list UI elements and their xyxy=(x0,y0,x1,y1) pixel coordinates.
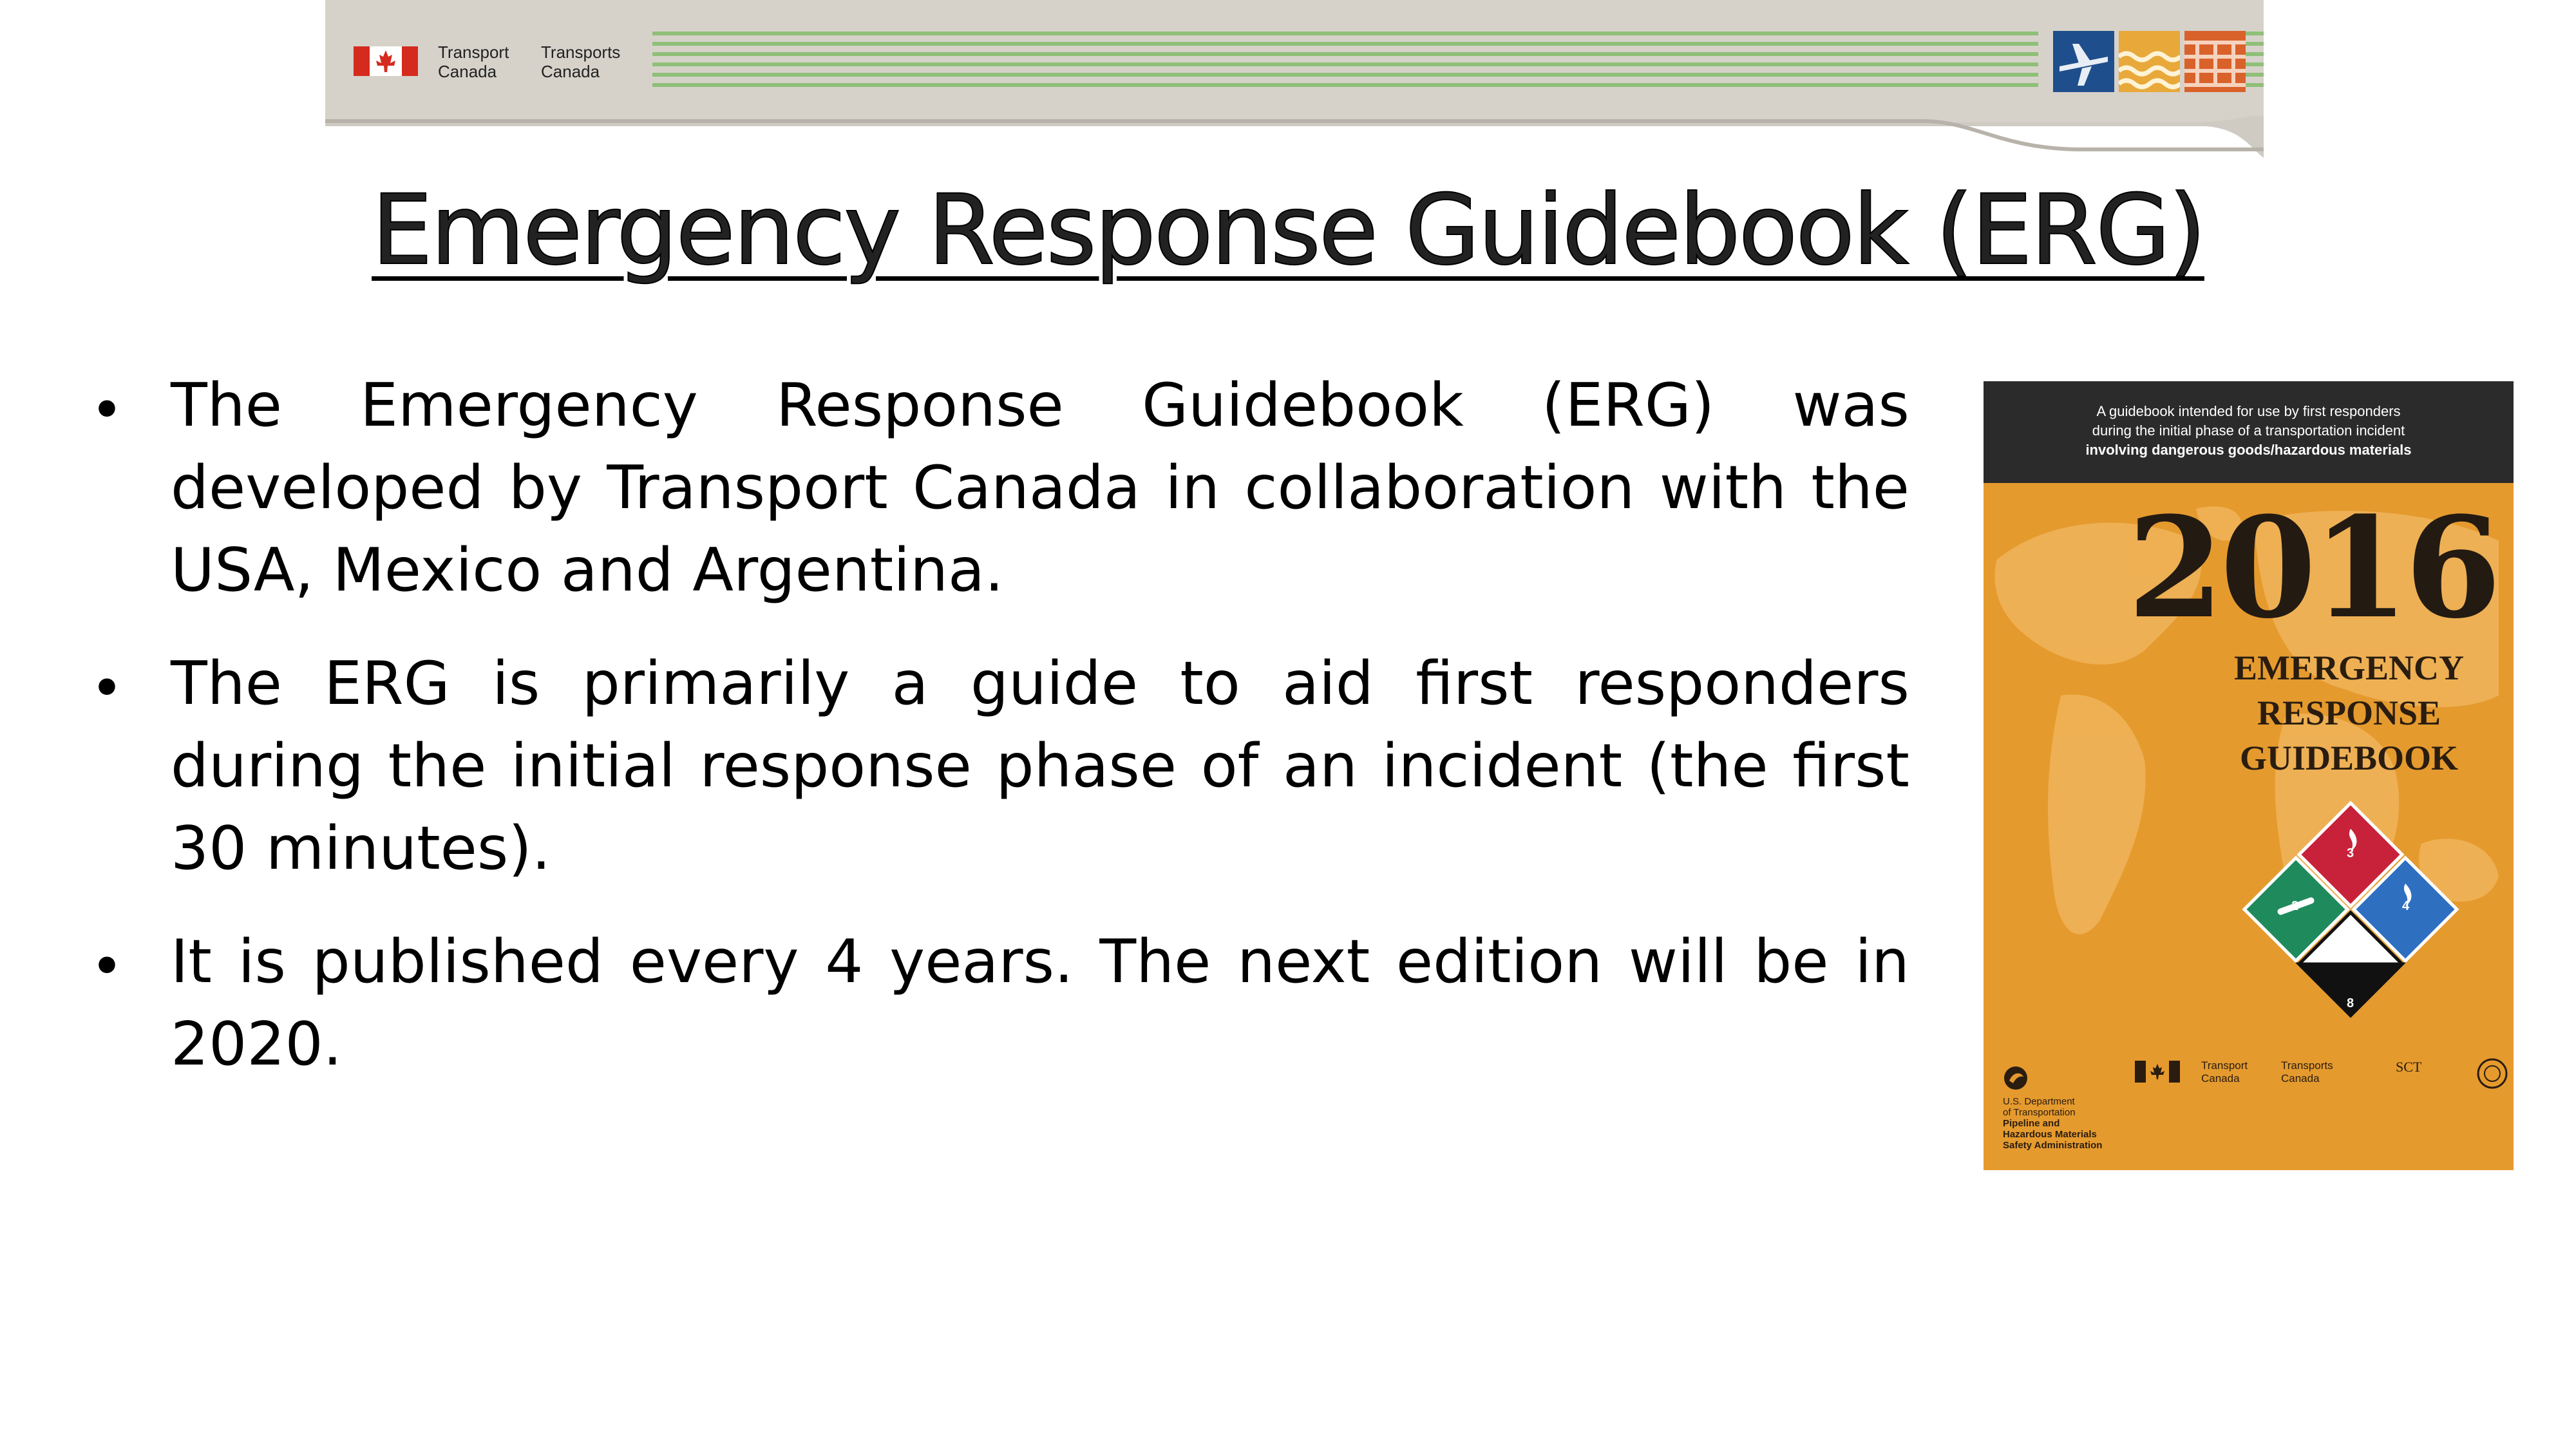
footer-usdot-line5: Safety Administration xyxy=(2003,1140,2103,1151)
org-name-en xyxy=(438,43,509,81)
bullet-list xyxy=(90,364,1909,1116)
placard-number: 3 xyxy=(2347,846,2354,860)
cover-title-line1: EMERGENCY xyxy=(2233,649,2464,687)
erg-book-cover xyxy=(1984,381,2514,1170)
cover-title-line3: GUIDEBOOK xyxy=(2239,739,2459,777)
bullet-item xyxy=(90,642,1909,889)
footer-tc-en-line1: Transport xyxy=(2201,1059,2248,1072)
placard-number: 2 xyxy=(2291,899,2299,913)
org-name-fr xyxy=(541,43,620,81)
bullet-text: The ERG is primarily a guide to aid first responders during the initial response phase of an incident (the first 30 minutes). xyxy=(171,649,1909,883)
footer-tc-fr-line1: Transports xyxy=(2281,1059,2333,1072)
cover-note-line2: during the initial phase of a transportation incident xyxy=(2092,422,2405,439)
footer-usdot xyxy=(2003,1096,2102,1151)
bullet-item xyxy=(90,364,1909,611)
footer-tc-fr-line2: Canada xyxy=(2281,1072,2320,1084)
header-banner xyxy=(325,0,2264,158)
rail-mode-icon xyxy=(2184,31,2246,92)
footer-tc-fr xyxy=(2281,1059,2333,1085)
bullet-text: It is published every 4 years. The next edition will be in 2020. xyxy=(171,927,1909,1079)
footer-usdot-line4: Hazardous Materials xyxy=(2003,1129,2097,1140)
org-name-en-line1: Transport xyxy=(438,43,509,62)
footer-tc-en-line2: Canada xyxy=(2201,1072,2240,1084)
placard-number: 4 xyxy=(2402,899,2410,913)
marine-mode-icon xyxy=(2119,31,2180,92)
org-name-fr-line2: Canada xyxy=(541,62,600,81)
footer-usdot-line1: U.S. Department xyxy=(2003,1096,2075,1107)
usdot-logo-icon xyxy=(2003,1065,2029,1091)
canada-flag-icon xyxy=(354,46,418,76)
bullet-dot-icon: • xyxy=(90,933,124,999)
footer-tc-en xyxy=(2201,1059,2248,1085)
footer-usdot-line2: of Transportation xyxy=(2003,1107,2076,1118)
bullet-dot-icon: • xyxy=(90,377,124,443)
air-mode-icon xyxy=(2053,31,2114,92)
cover-note-line3: involving dangerous goods/hazardous materials xyxy=(2085,442,2412,458)
footer-usdot-line3: Pipeline and xyxy=(2003,1118,2060,1129)
placard-number: 8 xyxy=(2347,996,2354,1010)
bullet-item xyxy=(90,920,1909,1085)
cover-note-line1: A guidebook intended for use by first responders xyxy=(2096,403,2401,419)
org-name-en-line2: Canada xyxy=(438,62,497,81)
cover-title-line2: RESPONSE xyxy=(2257,694,2441,732)
cover-year: 2016 xyxy=(2127,486,2497,649)
org-name-fr-line1: Transports xyxy=(541,43,621,62)
bullet-dot-icon: • xyxy=(90,655,124,721)
mexico-seal-icon xyxy=(2476,1057,2508,1090)
footer-sct: SCT xyxy=(2396,1059,2422,1075)
slide-title: Emergency Response Guidebook (ERG) xyxy=(372,175,2204,287)
bullet-text: The Emergency Response Guidebook (ERG) was developed by Transport Canada in collaboration with the USA, Mexico and Argentina. xyxy=(171,370,1909,605)
canada-flag-icon xyxy=(2135,1061,2180,1083)
